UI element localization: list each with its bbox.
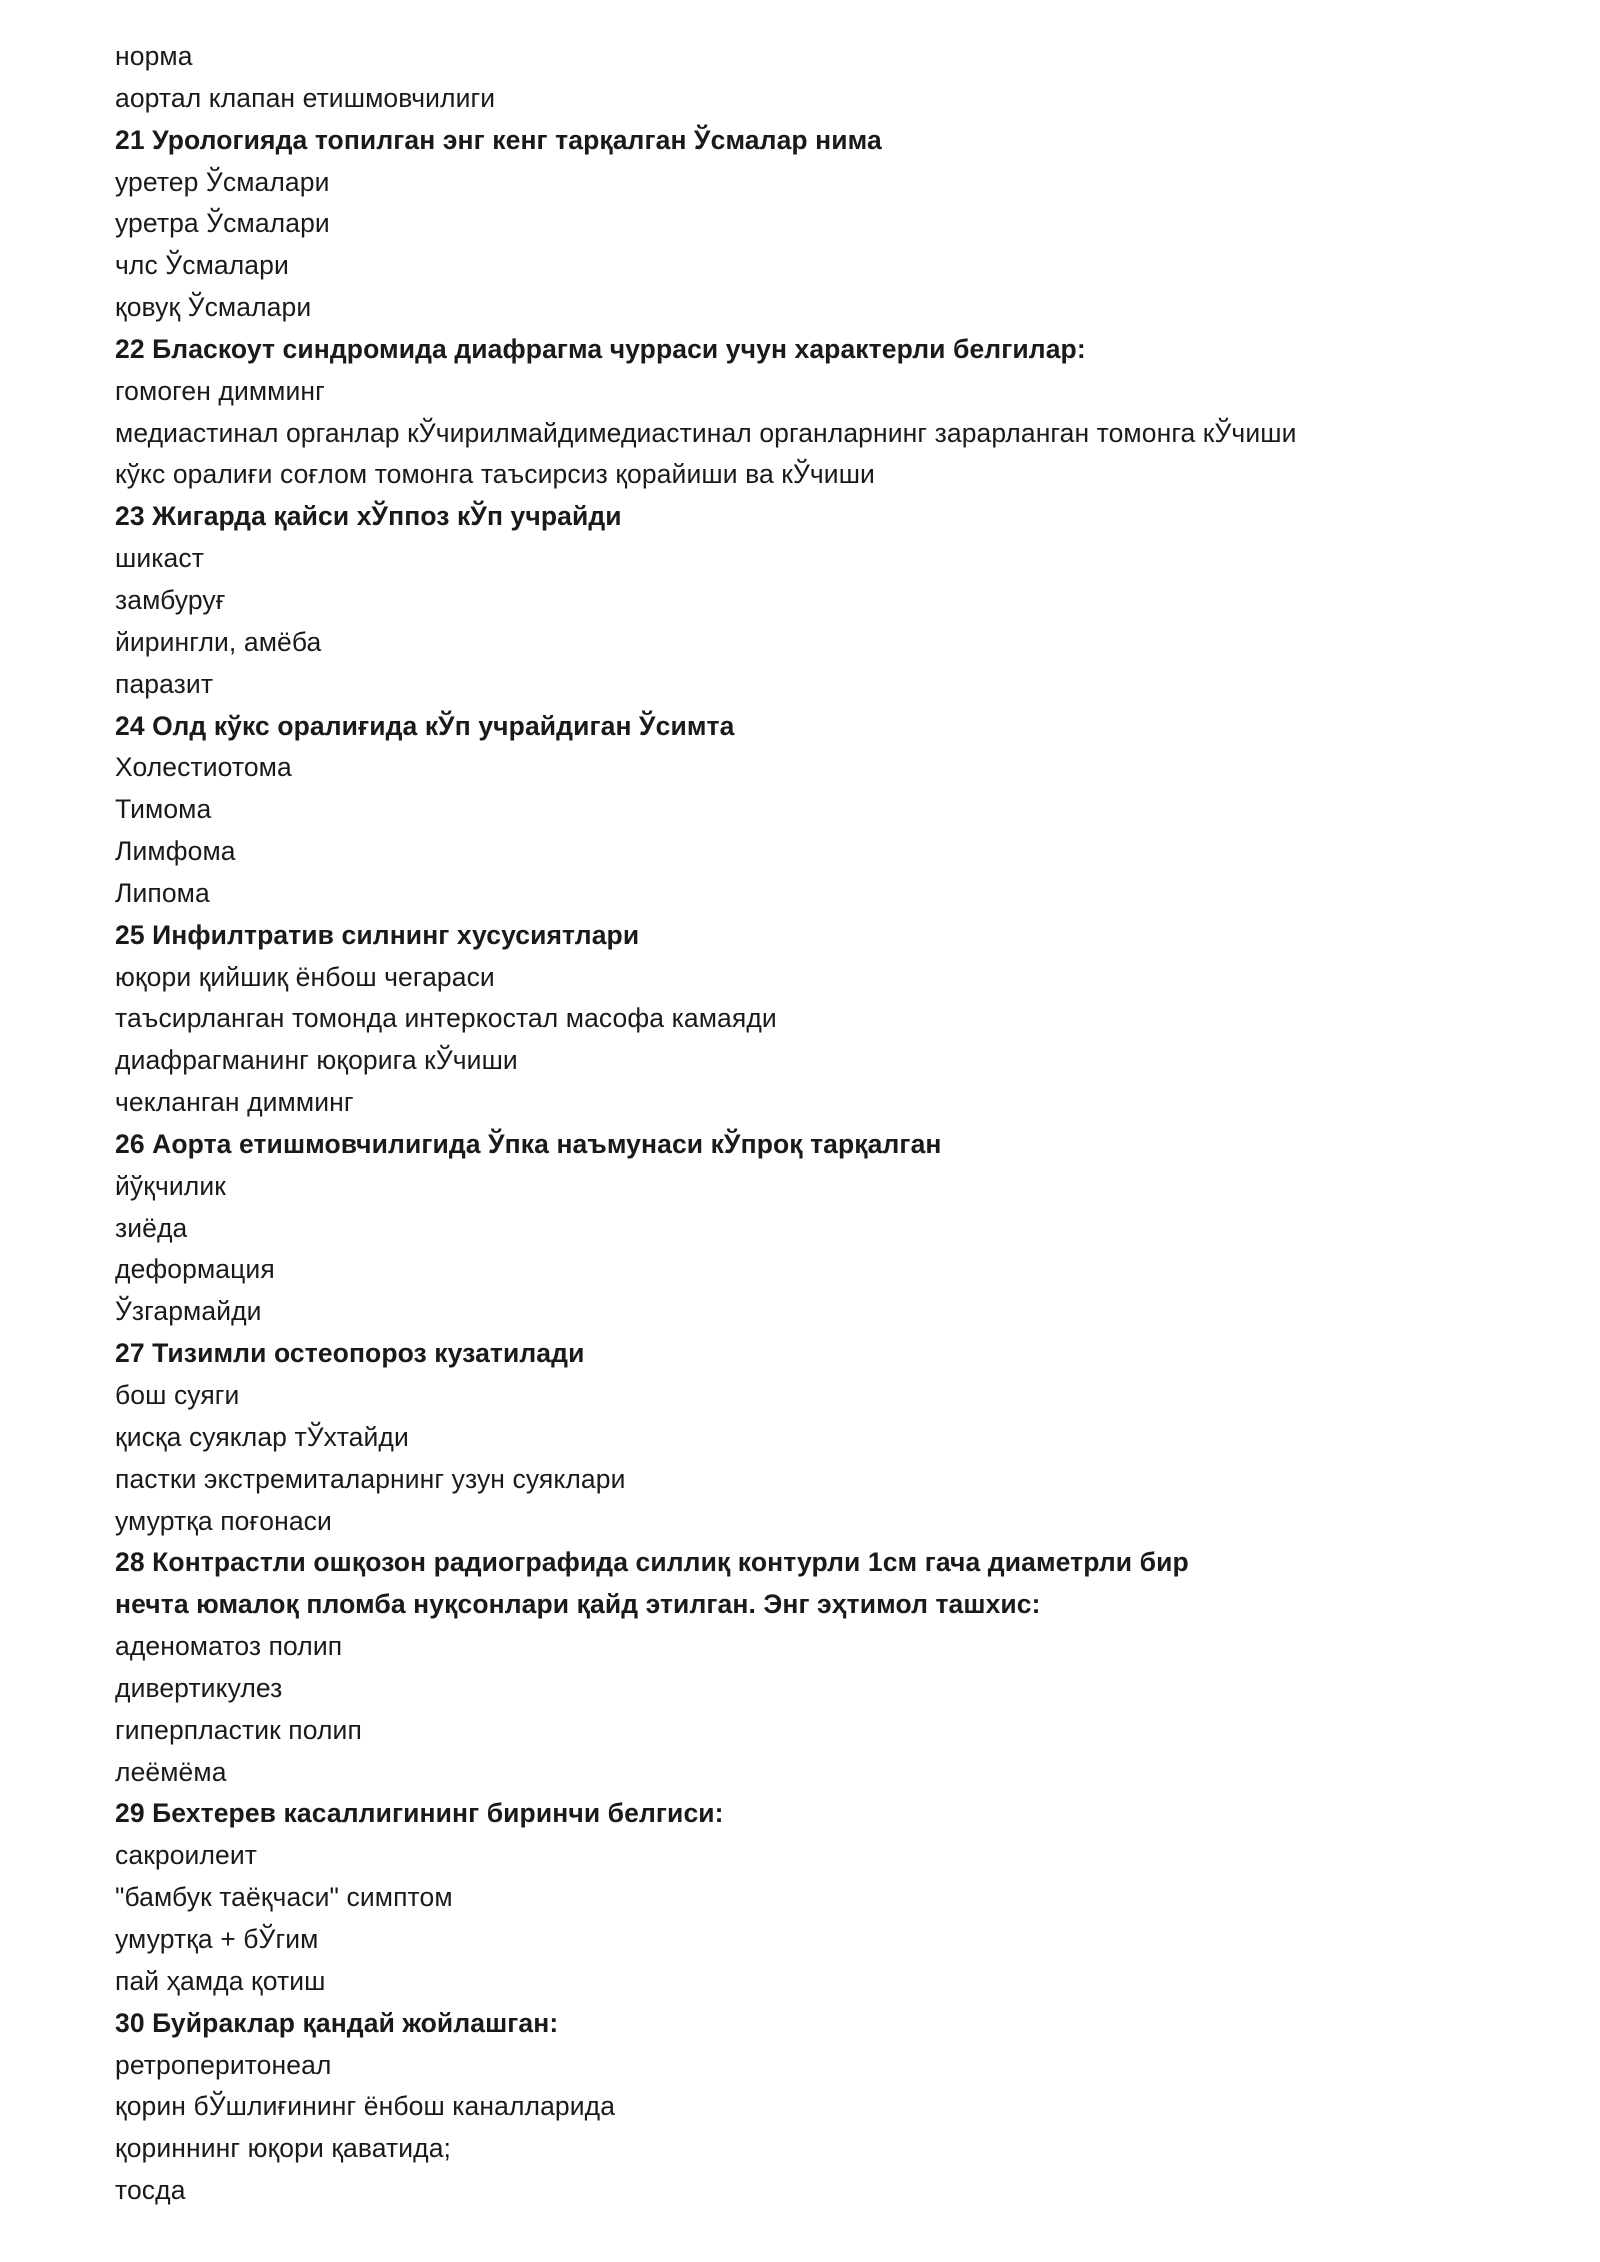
- answer-option: умуртқа + бЎгим: [115, 1923, 319, 1954]
- answer-option: умуртқа поғонаси: [115, 1505, 332, 1536]
- answer-option: тосда: [115, 2175, 186, 2206]
- answer-option: зиёда: [115, 1212, 188, 1243]
- answer-option: қовуқ Ўсмалари: [115, 292, 312, 323]
- answer-option: медиастинал органлар кЎчирилмайдимедиастинал органларнинг зарарланган томонга кЎчиши: [115, 417, 1297, 448]
- answer-option: паразит: [115, 668, 214, 699]
- question-title: 22 Бласкоут синдромида диафрагма чурраси учун характерли белгилар:: [115, 333, 1086, 364]
- answer-option: қориннинг юқори қаватида;: [115, 2133, 451, 2164]
- answer-option: пай ҳамда қотиш: [115, 1965, 326, 1996]
- answer-option: "бамбук таёқчаси" симптом: [115, 1882, 453, 1913]
- question-title: 29 Бехтерев касаллигининг биринчи белгиси:: [115, 1798, 724, 1829]
- question-title: 30 Буйраклар қандай жойлашган:: [115, 2007, 559, 2038]
- question-title: 25 Инфилтратив силнинг хусусиятлари: [115, 919, 640, 950]
- answer-option: қисқа суяклар тЎхтайди: [115, 1421, 409, 1452]
- answer-option: йўқчилик: [115, 1170, 226, 1201]
- answer-option: ретроперитонеал: [115, 2049, 332, 2080]
- answer-option: юқори қийшиқ ёнбош чегараси: [115, 961, 495, 992]
- answer-option: аденоматоз полип: [115, 1631, 343, 1662]
- answer-option: Холестиотома: [115, 752, 292, 783]
- answer-option: қорин бЎшлиғининг ёнбош каналларида: [115, 2091, 616, 2122]
- question-title: 21 Урологияда топилган энг кенг тарқалган Ўсмалар нима: [115, 124, 882, 155]
- question-title: 23 Жигарда қайси хЎппоз кЎп учрайди: [115, 501, 622, 532]
- answer-option: гиперпластик полип: [115, 1714, 362, 1745]
- question-title: 24 Олд кўкс оралиғида кЎп учрайдиган Ўсимта: [115, 710, 735, 741]
- answer-option: шикаст: [115, 543, 204, 574]
- question-title: 28 Контрастли ошқозон радиографида силлиқ контурли 1см гача диаметрли бир: [115, 1547, 1189, 1578]
- answer-option: Лимфома: [115, 836, 236, 867]
- answer-option: сакроилеит: [115, 1840, 258, 1871]
- answer-option: Липома: [115, 877, 210, 908]
- answer-option: Ўзгармайди: [115, 1296, 262, 1327]
- answer-option: замбуруғ: [115, 584, 226, 615]
- answer-option: йирингли, амёба: [115, 626, 322, 657]
- text-line: норма: [115, 41, 193, 71]
- answer-option: кўкс оралиғи соғлом томонга таъсирсиз қорайиши ва кЎчиши: [115, 459, 875, 490]
- answer-option: гомоген димминг: [115, 375, 325, 406]
- answer-option: таъсирланган томонда интеркостал масофа камаяди: [115, 1003, 777, 1034]
- answer-option: уретра Ўсмалари: [115, 208, 330, 239]
- question-title: 27 Тизимли остеопороз кузатилади: [115, 1338, 585, 1369]
- question-title-continued: нечта юмалоқ пломба нуқсонлари қайд этилган. Энг эҳтимол ташхис:: [115, 1589, 1041, 1620]
- answer-option: леёмёма: [115, 1756, 227, 1787]
- text-line: аортал клапан етишмовчилиги: [115, 82, 496, 113]
- question-title: 26 Аорта етишмовчилигида Ўпка наъмунаси кЎпроқ тарқалган: [115, 1128, 942, 1159]
- answer-option: пастки экстремиталарнинг узун суяклари: [115, 1463, 626, 1494]
- answer-option: диафрагманинг юқорига кЎчиши: [115, 1045, 518, 1076]
- answer-option: Тимома: [115, 794, 212, 825]
- document-page: [115, 36, 1535, 2212]
- answer-option: чекланган димминг: [115, 1087, 354, 1118]
- answer-option: деформация: [115, 1254, 275, 1285]
- answer-option: бош суяги: [115, 1380, 240, 1410]
- answer-option: уретер Ўсмалари: [115, 166, 330, 197]
- answer-option: дивертикулез: [115, 1672, 283, 1703]
- answer-option: члс Ўсмалари: [115, 250, 289, 281]
